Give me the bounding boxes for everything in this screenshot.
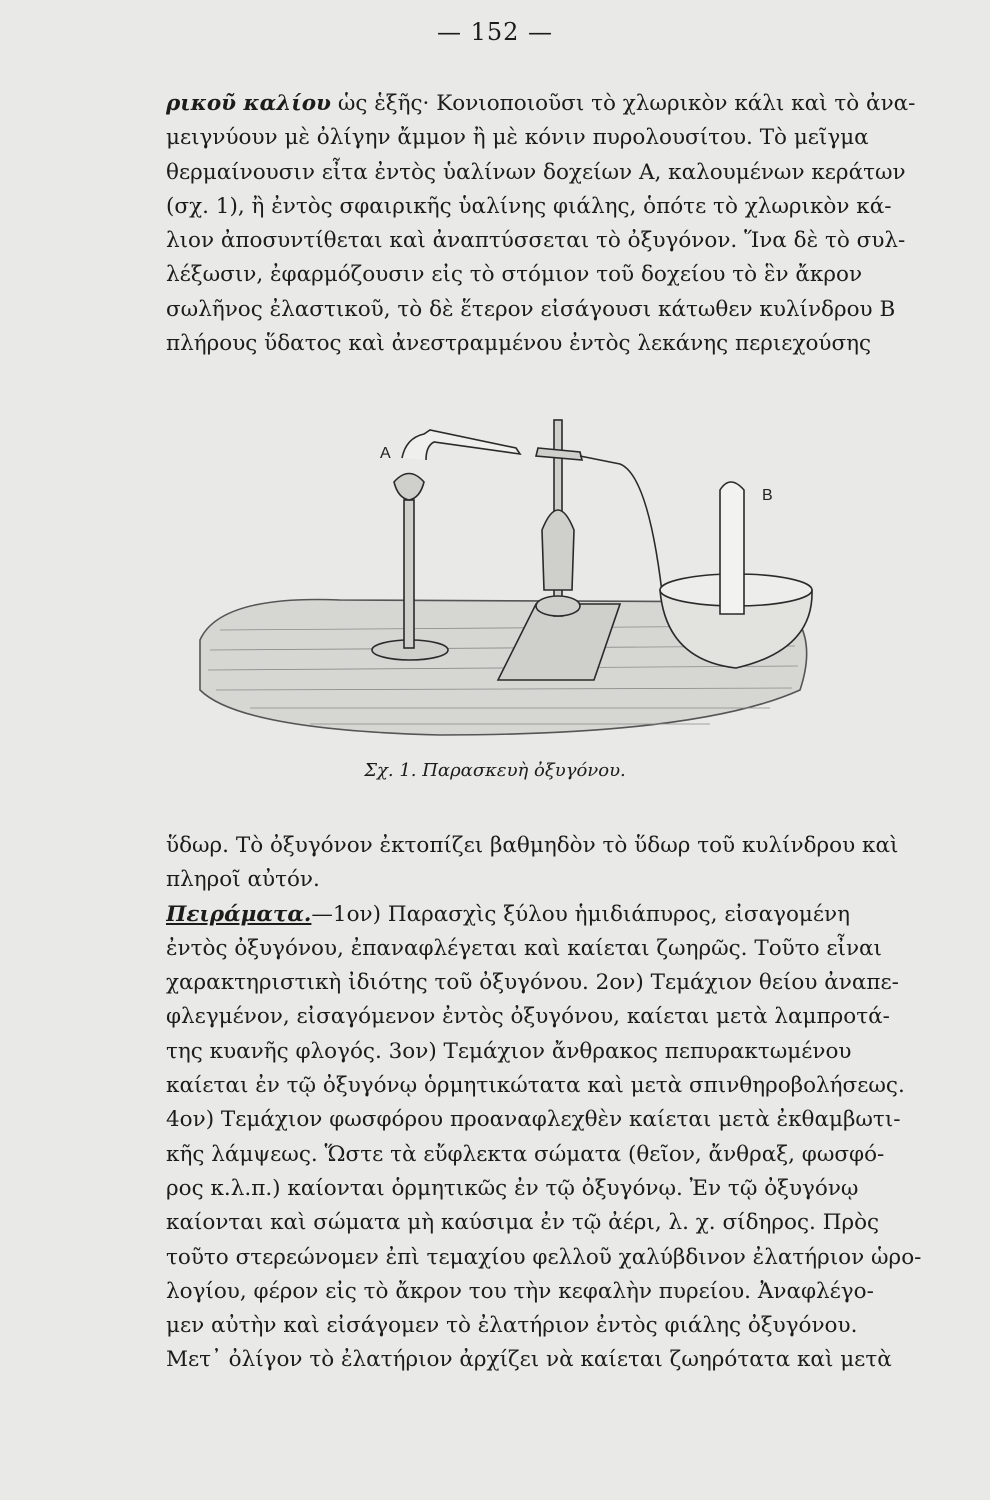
label-a: A <box>380 445 391 462</box>
text-line: λέξωσιν, ἐφαρμόζουσιν εἰς τὸ στόμιον τοῦ δοχείου τὸ ἓν ἄκρον <box>166 262 863 288</box>
text-line: Μετ᾽ ὀλίγον τὸ ἐλατήριον ἀρχίζει νὰ καίεται ζωηρότατα καὶ μετὰ <box>166 1347 892 1373</box>
text-line: μειγνύουν μὲ ὀλίγην ἄμμον ἢ μὲ κόνιν πυρολουσίτου. Τὸ μεῖγμα <box>166 125 869 151</box>
label-b: B <box>762 487 773 504</box>
text-line: της κυανῆς φλογός. 3ον) Τεμάχιον ἄνθρακος πεπυρακτωμένου <box>166 1038 852 1064</box>
oxygen-apparatus-figure <box>180 390 820 750</box>
text-line: σωλῆνος ἐλαστικοῦ, τὸ δὲ ἕτερον εἰσάγουσι κάτωθεν κυλίνδρου Β <box>166 296 896 322</box>
text-line: λογίου, φέρον εἰς τὸ ἄκρον του τὴν κεφαλὴν πυρείου. Ἀναφλέγο- <box>166 1278 874 1304</box>
text-line: ἐντὸς ὀξυγόνου, ἐπαναφλέγεται καὶ καίεται ζωηρῶς. Τοῦτο εἶναι <box>166 935 882 961</box>
page-number: — 152 — <box>436 18 554 46</box>
text-line: τοῦτο στερεώνομεν ἐπὶ τεμαχίου φελλοῦ χαλύβδινον ἐλατήριον ὡρο- <box>166 1244 922 1270</box>
text-line: πληροῖ αὐτόν. <box>166 867 320 893</box>
text-line: Πειράματα.—1ον) Παρασχὶς ξύλου ἡμιδιάπυρος, εἰσαγομένη <box>166 901 850 927</box>
text-line: ὕδωρ. Τὸ ὀξυγόνον ἐκτοπίζει βαθμηδὸν τὸ ὕδωρ τοῦ κυλίνδρου καὶ <box>166 833 899 858</box>
text-line: πλήρους ὕδατος καὶ ἀνεστραμμένου ἐντὸς λεκάνης περιεχούσης <box>166 331 872 357</box>
text-line: φλεγμένον, εἰσαγόμενον ἐντὸς ὀξυγόνου, καίεται μετὰ λαμπροτά- <box>166 1004 890 1030</box>
top-paragraph <box>166 87 958 361</box>
text-line: καίεται ἐν τῷ ὀξυγόνῳ ὁρμητικώτατα καὶ μετὰ σπινθηροβολήσεως. <box>166 1073 905 1099</box>
text-line: χαρακτηριστικὴ ἰδιότης τοῦ ὀξυγόνου. 2ον) Τεμάχιον θείου ἀναπε- <box>166 970 899 996</box>
lead-term: ρικοῦ καλίου <box>166 91 331 116</box>
text-line: κῆς λάμψεως. Ὥστε τὰ εὔφλεκτα σώματα (θεῖον, ἄνθραξ, φωσφό- <box>166 1141 885 1167</box>
text-line: ρικοῦ καλίου ὡς ἑξῆς· Κονιοποιοῦσι τὸ χλωρικὸν κάλι καὶ τὸ ἀνα- <box>166 91 916 116</box>
bottom-paragraphs <box>166 829 958 1378</box>
text-line: θερμαίνουσιν εἶτα ἐντὸς ὑαλίνων δοχείων Α, καλουμένων κεράτων <box>166 159 906 185</box>
text-line: (σχ. 1), ἢ ἐντὸς σφαιρικῆς ὑαλίνης φιάλης, ὁπότε τὸ χλωρικὸν κά- <box>166 193 892 219</box>
text-line: καίονται καὶ σώματα μὴ καύσιμα ἐν τῷ ἀέρι, λ. χ. σίδηρος. Πρὸς <box>166 1210 880 1236</box>
text-line: ρος κ.λ.π.) καίονται ὁρμητικῶς ἐν τῷ ὀξυγόνῳ. Ἐν τῷ ὀξυγόνῳ <box>166 1175 859 1201</box>
collection-cylinder <box>720 482 744 614</box>
text-line: 4ον) Τεμάχιον φωσφόρου προαναφλεχθὲν καίεται μετὰ ἐκθαμβωτι- <box>166 1107 901 1133</box>
section-heading: Πειράματα. <box>166 901 312 927</box>
glass-retort <box>402 430 520 460</box>
delivery-tube <box>580 456 664 610</box>
figure-caption: Σχ. 1. Παρασκευὴ ὀξυγόνου. <box>364 760 626 781</box>
text-line: μεν αὐτὴν καὶ εἰσάγομεν τὸ ἐλατήριον ἐντὸς φιάλης ὀξυγόνου. <box>166 1313 858 1339</box>
text-line: λιον ἀποσυντίθεται καὶ ἀναπτύσσεται τὸ ὀξυγόνον. Ἵνα δὲ τὸ συλ- <box>166 228 906 254</box>
